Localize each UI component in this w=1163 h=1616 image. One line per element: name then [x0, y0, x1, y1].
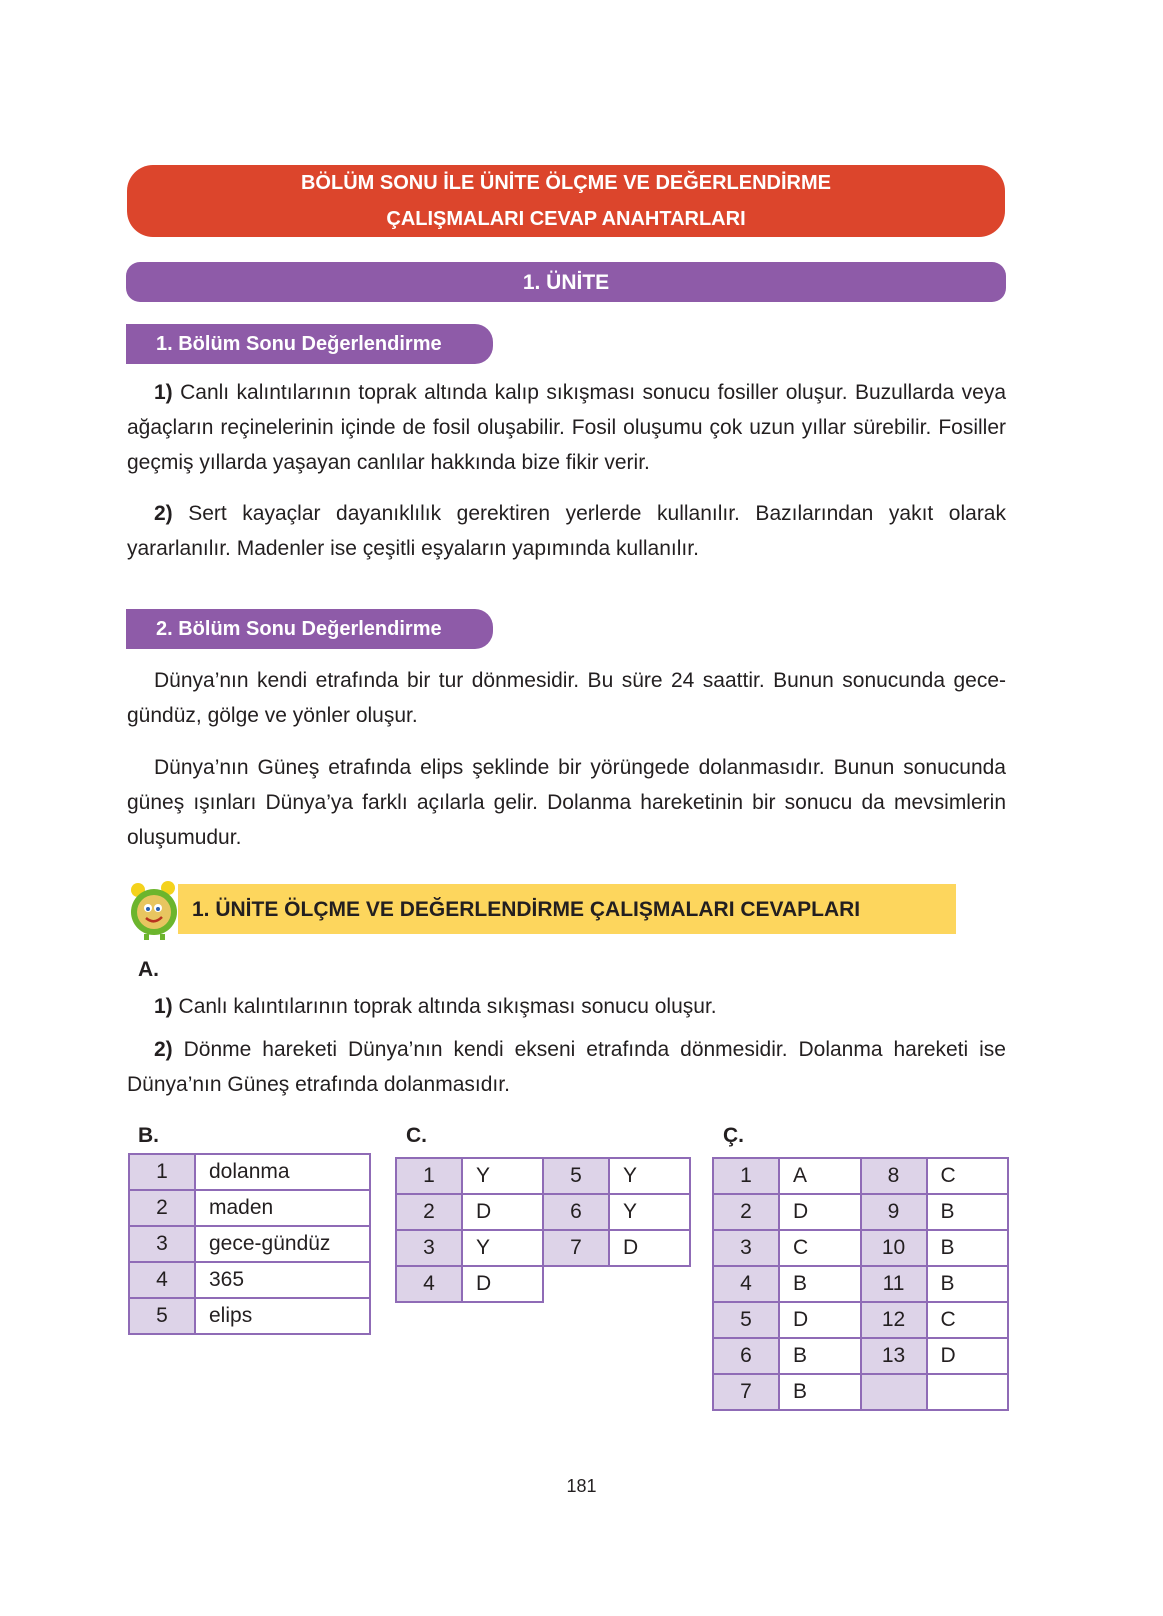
- question-number-cell: 5: [543, 1158, 609, 1194]
- question-number-cell: 8: [861, 1158, 927, 1194]
- question-number-cell: 10: [861, 1230, 927, 1266]
- item-text: Sert kayaçlar dayanıklılık gerektiren yerlerde kullanılır. Bazılarından yakıt olarak yararlanılır. Madenler ise çeşitli eşyaların yapımında kullanılır.: [127, 502, 1006, 560]
- answer-cell: dolanma: [195, 1154, 370, 1190]
- section2-paragraph-1: Dünya’nın kendi etrafında bir tur dönmesidir. Bu süre 24 saattir. Bunun sonucunda gece-gündüz, gölge ve yönler oluşur.: [127, 669, 1006, 727]
- question-number-cell: 13: [861, 1338, 927, 1374]
- title-line-1: BÖLÜM SONU İLE ÜNİTE ÖLÇME VE DEĞERLENDİRME: [300, 172, 832, 194]
- question-number-cell: 1: [713, 1158, 779, 1194]
- table-row: [129, 1226, 370, 1262]
- table-row: [129, 1154, 370, 1190]
- question-number-cell: 1: [396, 1158, 462, 1194]
- part-a-label: A.: [138, 958, 159, 981]
- question-number-cell: 1: [129, 1154, 195, 1190]
- table-row: [713, 1374, 1008, 1410]
- question-number-cell: 12: [861, 1302, 927, 1338]
- answer-cell: [609, 1266, 690, 1302]
- question-number-cell: 3: [713, 1230, 779, 1266]
- title-line-2: ÇALIŞMALARI CEVAP ANAHTARLARI: [386, 208, 746, 230]
- answer-cell: B: [927, 1194, 1009, 1230]
- answer-cell: A: [779, 1158, 861, 1194]
- question-number-cell: 2: [713, 1194, 779, 1230]
- answer-cell: B: [927, 1266, 1009, 1302]
- answer-cell: Y: [462, 1230, 543, 1266]
- answer-cell: B: [927, 1230, 1009, 1266]
- answer-cell: C: [927, 1302, 1009, 1338]
- item-text: Canlı kalıntılarının toprak altında sıkışması sonucu oluşur.: [172, 995, 717, 1018]
- table-row: [396, 1194, 690, 1230]
- answer-cell: D: [779, 1302, 861, 1338]
- answer-cell: D: [609, 1230, 690, 1266]
- question-number-cell: 6: [713, 1338, 779, 1374]
- part-a-item-2: [127, 1032, 1006, 1102]
- table-row: [713, 1302, 1008, 1338]
- section1-item-1: [127, 375, 1006, 480]
- table-row: [713, 1158, 1008, 1194]
- answer-cell: D: [462, 1194, 543, 1230]
- unit-banner: 1. ÜNİTE: [126, 262, 1006, 302]
- answer-cell: elips: [195, 1298, 370, 1334]
- table-row: [129, 1262, 370, 1298]
- question-number-cell: 11: [861, 1266, 927, 1302]
- table-row: [713, 1194, 1008, 1230]
- question-number-cell: 4: [129, 1262, 195, 1298]
- table-row: [129, 1298, 370, 1334]
- question-number-cell: 5: [129, 1298, 195, 1334]
- section2-title: 2. Bölüm Sonu Değerlendirme: [126, 609, 493, 649]
- answer-cell: D: [927, 1338, 1009, 1374]
- answer-cell: C: [927, 1158, 1009, 1194]
- section1-title: 1. Bölüm Sonu Değerlendirme: [126, 324, 493, 364]
- page-number: 181: [566, 1476, 597, 1496]
- part-c-label: C.: [406, 1124, 427, 1147]
- table-row: [396, 1158, 690, 1194]
- item-text: Canlı kalıntılarının toprak altında kalıp sıkışması sonucu fosiller oluşur. Buzullarda veya ağaçların reçinelerinin içinde de fosil oluşabilir. Fosil oluşumu çok uzun yıllar sürebilir. Fosiller geçmiş yıllarda yaşayan canlılar hakkında bize fikir verir.: [127, 381, 1006, 474]
- main-title-banner: [127, 165, 1005, 237]
- section1-item-2: [127, 496, 1006, 566]
- alarm-clock-mascot-icon: [128, 880, 184, 940]
- table-row: [396, 1230, 690, 1266]
- answers-banner: 1. ÜNİTE ÖLÇME VE DEĞERLENDİRME ÇALIŞMALARI CEVAPLARI: [178, 884, 956, 934]
- table-row: [713, 1266, 1008, 1302]
- question-number-cell: 7: [543, 1230, 609, 1266]
- part-cc-label: Ç.: [723, 1124, 744, 1147]
- question-number-cell: 9: [861, 1194, 927, 1230]
- answer-cell: C: [779, 1230, 861, 1266]
- item-number: 1): [154, 995, 173, 1018]
- table-row: [713, 1230, 1008, 1266]
- part-c-table: [395, 1157, 691, 1303]
- answer-cell: 365: [195, 1262, 370, 1298]
- answer-cell: Y: [462, 1158, 543, 1194]
- question-number-cell: 3: [396, 1230, 462, 1266]
- answer-cell: B: [779, 1266, 861, 1302]
- question-number-cell: 4: [396, 1266, 462, 1302]
- item-text: Dönme hareketi Dünya’nın kendi ekseni etrafında dönmesidir. Dolanma hareketi ise Dünya’nın Güneş etrafında dolanmasıdır.: [127, 1038, 1006, 1096]
- answer-cell: Y: [609, 1158, 690, 1194]
- table-row: [129, 1190, 370, 1226]
- question-number-cell: 7: [713, 1374, 779, 1410]
- item-number: 2): [154, 1038, 173, 1061]
- part-b-table: [128, 1153, 371, 1335]
- answer-cell: B: [779, 1374, 861, 1410]
- item-number: 2): [154, 502, 173, 525]
- answer-cell: maden: [195, 1190, 370, 1226]
- question-number-cell: 6: [543, 1194, 609, 1230]
- question-number-cell: [861, 1374, 927, 1410]
- question-number-cell: 3: [129, 1226, 195, 1262]
- question-number-cell: 2: [129, 1190, 195, 1226]
- table-row: [713, 1338, 1008, 1374]
- item-number: 1): [154, 381, 173, 404]
- question-number-cell: 2: [396, 1194, 462, 1230]
- part-b-label: B.: [138, 1124, 159, 1147]
- table-row: [396, 1266, 690, 1302]
- answer-cell: gece-gündüz: [195, 1226, 370, 1262]
- part-a-item-1: [127, 989, 1006, 1024]
- answer-cell: D: [462, 1266, 543, 1302]
- answer-cell: D: [779, 1194, 861, 1230]
- answer-cell: B: [779, 1338, 861, 1374]
- section2-paragraph-2: Dünya’nın Güneş etrafında elips şeklinde bir yörüngede dolanmasıdır. Bunun sonucunda güneş ışınları Dünya’ya farklı açılarla gelir. Dolanma hareketinin bir sonucu da mevsimlerin oluşumudur.: [127, 756, 1006, 849]
- question-number-cell: [543, 1266, 609, 1302]
- answer-cell: [927, 1374, 1009, 1410]
- part-cc-table: [712, 1157, 1009, 1411]
- answer-cell: Y: [609, 1194, 690, 1230]
- question-number-cell: 5: [713, 1302, 779, 1338]
- question-number-cell: 4: [713, 1266, 779, 1302]
